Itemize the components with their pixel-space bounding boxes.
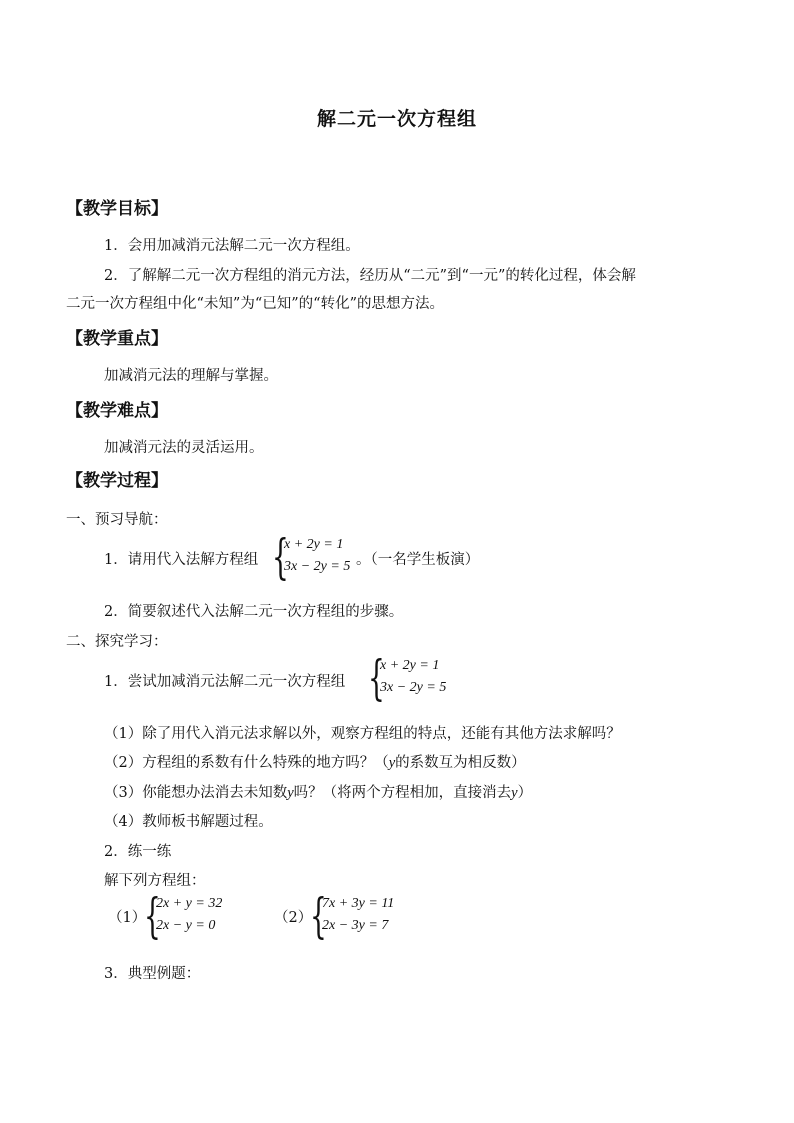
- key-points-text: 加减消元法的理解与掌握。: [104, 368, 278, 384]
- page-title: 解二元一次方程组: [316, 108, 477, 130]
- question-3-text-a: （3）你能想办法消去未知数: [104, 785, 288, 801]
- difficult-points-text: 加减消元法的灵活运用。: [104, 440, 264, 456]
- practice-system-2: [310, 888, 410, 944]
- equation-2: 2x − y = 0: [156, 918, 216, 933]
- equation-1: 7x + 3y = 11: [322, 896, 395, 911]
- question-2-text-a: （2）方程组的系数有什么特殊的地方吗？（: [104, 755, 389, 771]
- brace-symbol: {: [310, 888, 327, 944]
- section-2-title: 二、探究学习：: [66, 634, 168, 650]
- equation-system-2: [368, 650, 458, 706]
- heading-difficult-points: 【教学难点】: [66, 401, 168, 421]
- variable-y: y: [287, 785, 294, 801]
- question-3-text-c: ）: [517, 785, 533, 801]
- question-3: [104, 781, 532, 802]
- section-1-title: 一、预习导航：: [66, 512, 168, 528]
- goal-item-2-line-2: 二元一次方程组中化“未知”为“已知”的“转化”的思想方法。: [66, 296, 444, 312]
- equation-2: 3x − 2y = 5: [380, 680, 447, 695]
- brace-symbol: {: [368, 650, 385, 706]
- heading-process: 【教学过程】: [66, 471, 168, 491]
- examples-title: 3．典型例题：: [104, 966, 201, 982]
- question-2-text-b: 的系数互为相反数）: [395, 755, 526, 771]
- equation-2: 3x − 2y = 5: [284, 559, 351, 574]
- question-3-text-b: 吗？（将两个方程相加，直接消去: [293, 785, 512, 801]
- brace-symbol: {: [144, 888, 161, 944]
- practice-system-1: [144, 888, 244, 944]
- equation-2: 2x − 3y = 7: [322, 918, 389, 933]
- goal-item-2-line-1: 2．了解解二元一次方程组的消元方法，经历从“二元”到“一元”的转化过程，体会解: [104, 268, 636, 284]
- question-4: （4）教师板书解题过程。: [104, 814, 273, 830]
- practice-title: 2．练一练: [104, 844, 172, 860]
- variable-y: y: [388, 755, 396, 771]
- variable-y: y: [511, 785, 518, 801]
- goal-item-1: 1．会用加减消元法解二元一次方程组。: [104, 238, 360, 254]
- heading-goals: 【教学目标】: [66, 199, 168, 219]
- equation-1: x + 2y = 1: [284, 537, 344, 552]
- practice-1-label: （1）: [108, 910, 147, 926]
- equation-system-1: [272, 529, 362, 585]
- practice-2-label: （2）: [274, 910, 313, 926]
- equation-1: 2x + y = 32: [156, 896, 223, 911]
- section-1-item-1-suffix: 。（一名学生板演）: [356, 552, 480, 568]
- question-1: （1）除了用代入消元法求解以外，观察方程组的特点，还能有其他方法求解吗？: [104, 726, 621, 742]
- section-1-item-2: 2．简要叙述代入法解二元一次方程组的步骤。: [104, 604, 404, 620]
- section-2-item-1: 1．尝试加减消元法解二元一次方程组: [104, 674, 346, 690]
- heading-key-points: 【教学重点】: [66, 329, 168, 349]
- brace-symbol: {: [272, 529, 289, 585]
- section-1-item-1-prefix: 1．请用代入法解方程组: [104, 552, 259, 568]
- section-1-item-1: [104, 548, 258, 569]
- question-2: [104, 751, 526, 772]
- equation-1: x + 2y = 1: [380, 658, 440, 673]
- practice-intro: 解下列方程组：: [104, 873, 206, 889]
